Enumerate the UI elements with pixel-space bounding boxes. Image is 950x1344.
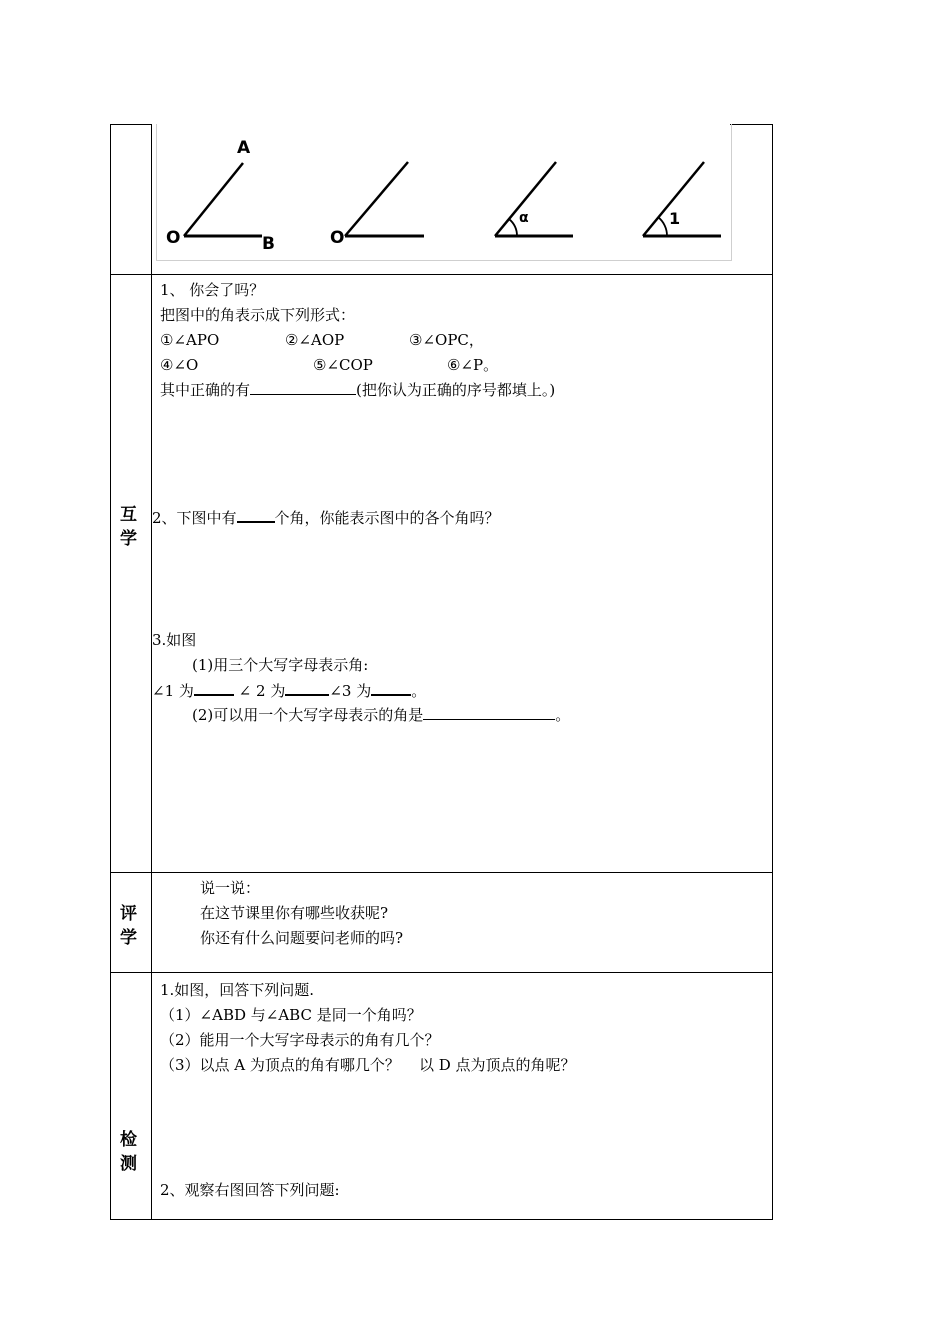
q1-answer-line [160, 380, 555, 400]
jiance-q1-3: （3）以点 A 为顶点的角有哪几个？ 以 D 点为顶点的角呢？ [160, 1056, 576, 1074]
q1-option-4: ④∠O [160, 356, 199, 374]
table-left-border [110, 124, 111, 1220]
section-label-huxue-2: 学 [120, 529, 137, 549]
q3-a1-pre: ∠1 为 [152, 682, 194, 700]
q1-option-5: ⑤∠COP [313, 356, 373, 374]
section-label-huxue-1: 互 [120, 505, 137, 525]
pingxue-line-2: 在这节课里你有哪些收获呢? [200, 904, 389, 922]
q1-option-6: ⑥∠P。 [447, 356, 499, 374]
table-column-divider [151, 124, 152, 1220]
figure1-label-b: B [262, 234, 275, 254]
jiance-q1-title: 1.如图，回答下列问题. [160, 981, 315, 999]
figure1-label-o: O [166, 228, 181, 248]
row-divider-3 [110, 972, 773, 973]
section-label-jiance-1: 检 [120, 1130, 137, 1150]
pingxue-line-3: 你还有什么问题要问老师的吗? [200, 929, 404, 947]
q3-a3-pre: ∠3 为 [329, 682, 372, 700]
figure4-label-1: 1 [669, 209, 681, 228]
q1-answer-pre: 其中正确的有 [160, 381, 251, 399]
q3-sub2-line [192, 705, 570, 725]
q3-answers-line [152, 680, 426, 701]
q1-answer-blank[interactable] [250, 380, 356, 395]
figure3-label-alpha: α [519, 210, 529, 226]
q1-prompt: 把图中的角表示成下列形式： [160, 306, 356, 324]
q1-option-1: ①∠APO [160, 331, 220, 349]
q2-line [152, 507, 500, 528]
jiance-q1-1: （1）∠ABD 与∠ABC 是同一个角吗？ [160, 1006, 422, 1024]
q1-answer-post: (把你认为正确的序号都填上。) [356, 381, 556, 399]
figure1-label-a: A [237, 138, 251, 158]
q3-a3-blank[interactable] [371, 680, 411, 696]
pingxue-line-1: 说一说： [200, 879, 261, 897]
q3-sub1: (1)用三个大写字母表示角: [192, 656, 369, 674]
q3-a2-blank[interactable] [285, 680, 329, 696]
q3-sub2-blank[interactable] [423, 705, 555, 720]
q1-title: 1、 你会了吗？ [160, 281, 265, 299]
section-label-pingxue-2: 学 [120, 928, 137, 948]
section-label-pingxue-1: 评 [120, 904, 137, 924]
figure2-label-o: O [330, 228, 345, 248]
angle-figure-alpha [495, 162, 573, 236]
q3-sub2-pre: (2)可以用一个大写字母表示的角是 [192, 706, 424, 724]
q1-option-2: ②∠AOP [285, 331, 345, 349]
jiance-q1-2: （2）能用一个大写字母表示的角有几个？ [160, 1031, 440, 1049]
q2-pre: 2、下图中有 [152, 509, 237, 527]
q2-blank[interactable] [237, 507, 275, 523]
q3-sub2-end: 。 [555, 706, 571, 724]
q2-post: 个角，你能表示图中的各个角吗？ [274, 509, 500, 527]
jiance-q2: 2、观察右图回答下列问题: [160, 1181, 340, 1199]
row-divider-2 [110, 872, 773, 873]
table-right-border [772, 124, 773, 1220]
q3-a-end: 。 [411, 682, 427, 700]
q1-option-3: ③∠OPC， [409, 331, 484, 349]
angle-figures [0, 0, 950, 280]
angle-figure-o [345, 162, 424, 236]
q3-a1-blank[interactable] [194, 680, 234, 696]
angle-figure-aob [184, 163, 262, 236]
q3-title: 3.如图 [152, 631, 197, 649]
table-bottom-border [110, 1219, 773, 1220]
q3-a2-pre: ∠ 2 为 [238, 682, 286, 700]
angle-figure-1 [643, 162, 721, 236]
section-label-jiance-2: 测 [120, 1154, 137, 1174]
